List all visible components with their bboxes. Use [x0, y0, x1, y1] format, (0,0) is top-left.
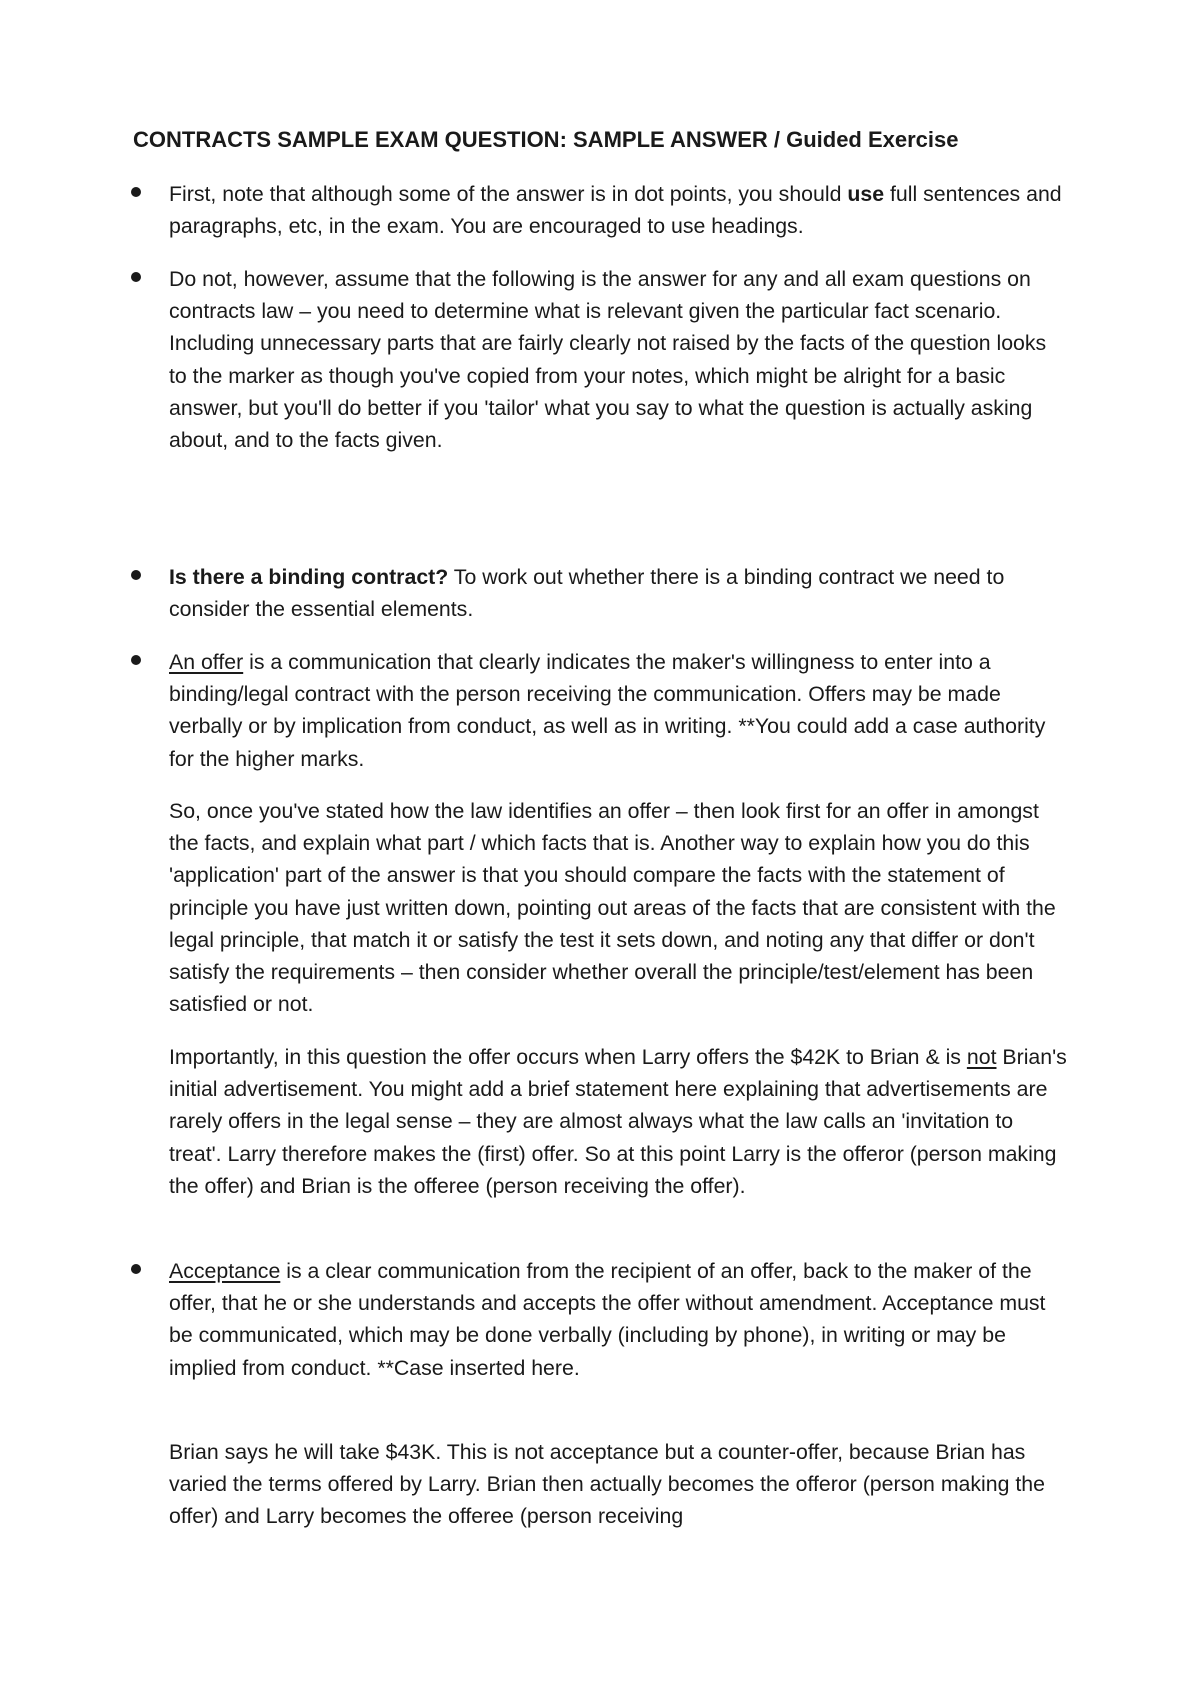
underlined-term: An offer — [169, 650, 244, 674]
paragraph-text: is a clear communication from the recipient of an offer, back to the maker of the offer, that he or she understands and accepts the offer without amendment. Acceptance must be communicated, which may be done verbally (including by phone), in writing or may be implied from conduct. **Case inserted here. — [169, 1259, 1046, 1380]
paragraph-exam-format — [169, 178, 1069, 242]
paragraph-binding-contract — [169, 561, 1069, 625]
underlined-term: not — [966, 1045, 997, 1069]
heading-text: Is there a binding contract? — [169, 565, 449, 589]
paragraph-larry-offer — [169, 1041, 1069, 1202]
paragraph-acceptance — [169, 1255, 1069, 1384]
paragraph-text: To work out whether there is a binding contract we need to consider the essential elements. — [169, 565, 1005, 622]
bullet-icon — [131, 570, 141, 580]
paragraph-text: Brian says he will take $43K. This is not acceptance but a counter-offer, because Brian has varied the terms offered by Larry. Brian then actually becomes the offeror (person making the offer) and Larry becomes the offeree (person receiving — [169, 1440, 1045, 1529]
paragraph-relevance — [169, 263, 1069, 456]
paragraph-application — [169, 795, 1069, 1020]
emphasis-text: use — [847, 182, 885, 206]
paragraph-text: First, note that although some of the answer is in dot points, you should — [169, 182, 848, 206]
bullet-icon — [131, 1264, 141, 1274]
paragraph-text: Brian's initial advertisement. You might add a brief statement here explaining that advertisements are rarely offers in the legal sense – they are almost always what the law calls an 'invitation to treat'. Larry therefore makes the (first) offer. So at this point Larry is the offeror (person making the offer) and Brian is the offeree (person receiving the offer). — [169, 1045, 1067, 1198]
paragraph-text: Importantly, in this question the offer occurs when Larry offers the $42K to Brian & is — [169, 1045, 967, 1069]
underlined-term: Acceptance — [169, 1259, 281, 1283]
paragraph-text: is a communication that clearly indicates the maker's willingness to enter into a binding/legal contract with the person receiving the communication. Offers may be made verbally or by implication from conduct, as well as in writing. **You could add a case authority for the higher marks. — [169, 650, 1046, 771]
bullet-icon — [131, 187, 141, 197]
bullet-icon — [131, 655, 141, 665]
bullet-icon — [131, 272, 141, 282]
document-title: CONTRACTS SAMPLE EXAM QUESTION: SAMPLE ANSWER / Guided Exercise — [133, 127, 959, 152]
paragraph-text: So, once you've stated how the law identifies an offer – then look first for an offer in amongst the facts, and explain what part / which facts that is. Another way to explain how you do this 'application' part of the answer is that you should compare the facts with the statement of principle you have just written down, pointing out areas of the facts that are consistent with the legal principle, that match it or satisfy the test it sets down, and noting any that differ or don't satisfy the requirements – then consider whether overall the principle/test/element has been satisfied or not. — [169, 799, 1056, 1017]
paragraph-text: full sentences and paragraphs, etc, in the exam. You are encouraged to use headings. — [169, 182, 1062, 239]
paragraph-counter-offer — [169, 1436, 1069, 1533]
paragraph-offer — [169, 646, 1069, 775]
paragraph-text: Do not, however, assume that the following is the answer for any and all exam questions on contracts law – you need to determine what is relevant given the particular fact scenario. Including unnecessary parts that are fairly clearly not raised by the facts of the question looks to the marker as though you've copied from your notes, which might be alright for a basic answer, but you'll do better if you 'tailor' what you say to what the question is actually asking about, and to the facts given. — [169, 267, 1047, 453]
